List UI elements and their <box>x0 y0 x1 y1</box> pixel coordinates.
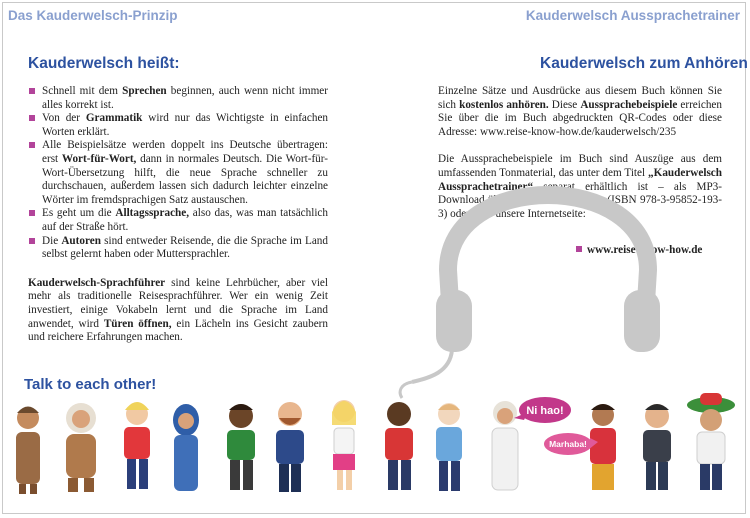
intro-paragraph: Kauderwelsch-Sprachführer sind keine Lehrbücher, aber viel mehr als traditionelle Reisesprachführer. Wer ein wenig Zeit investiert, einige Vokabeln lernt und die Sprache im Land anwendet, wird Türen öffnen, ein Lächeln ins Gesicht zaubern und reichere Erfahrungen machen. <box>28 276 329 344</box>
person-icon <box>492 401 518 490</box>
speech-bubble <box>514 397 571 423</box>
principle-item: Schnell mit dem Sprechen beginnen, auch wenn nicht immer alles korrekt ist. <box>28 85 328 112</box>
principle-item: Die Autoren sind entweder Reisende, die die Sprache im Land selbst gelernt haben oder Muttersprachler. <box>28 235 328 262</box>
speech-bubble-2-text: Marhaba! <box>549 439 587 449</box>
running-head-left: Das Kauderwelsch-Prinzip <box>8 8 178 23</box>
talk-label: Talk to each other! <box>24 376 157 393</box>
person-icon <box>436 403 462 491</box>
person-icon <box>124 402 150 489</box>
person-icon <box>332 400 356 490</box>
people-row <box>16 393 735 494</box>
person-icon <box>643 404 671 490</box>
website-link-text: www.reise-know-how.de <box>587 244 703 256</box>
person-icon <box>227 404 255 490</box>
right-heading: Kauderwelsch zum Anhören <box>540 55 748 72</box>
left-heading: Kauderwelsch heißt: <box>28 55 180 72</box>
principle-item: Alle Beispielsätze werden doppelt ins Deutsche übertragen: erst Wort-für-Wort, dann in normales Deutsch. Die Wort-für-Wort-Übersetzung hilft, die neue Sprache schneller zu durchschauen, außerdem lassen sich dadurch leichter einzelne Wörter im fremdsprachigen Satz austauschen. <box>28 139 328 207</box>
audio-paragraph-2: Die Aussprachebeispiele im Buch sind Auszüge aus dem umfassenden Tonmaterial, das unter dem Titel „Kauderwelsch Aussprachetrainer“ separat erhältlich ist – als MP3-Download über Onlinehörbuchshops (ISBN 978-3-95852-193-3) oder über unsere Internetseite: <box>438 153 722 220</box>
audio-paragraph-1: Einzelne Sätze und Ausdrücke aus diesem Buch können Sie sich kostenlos anhören. Diese Aussprachebeispiele erreichen Sie über die im Buch abgedruckten QR-Codes oder diese Adresse: www.reise-know-how.de/kauderwelsch/235 <box>438 85 722 138</box>
person-icon <box>16 407 40 495</box>
principle-item: Es geht um die Alltagssprache, also das, was man tatsächlich auf der Straße hört. <box>28 207 328 234</box>
person-icon <box>66 403 96 492</box>
person-icon <box>173 404 199 491</box>
principle-item: Von der Grammatik wird nur das Wichtigste in einfachen Worten erklärt. <box>28 112 328 139</box>
running-head-right: Kauderwelsch Aussprachetrainer <box>525 8 740 23</box>
person-icon <box>276 402 304 492</box>
speech-bubble <box>544 433 598 455</box>
person-icon <box>385 402 413 490</box>
person-icon <box>590 404 616 490</box>
speech-bubble-1-text: Ni hao! <box>526 405 564 417</box>
person-icon <box>687 393 735 490</box>
headphones-icon <box>400 195 660 398</box>
